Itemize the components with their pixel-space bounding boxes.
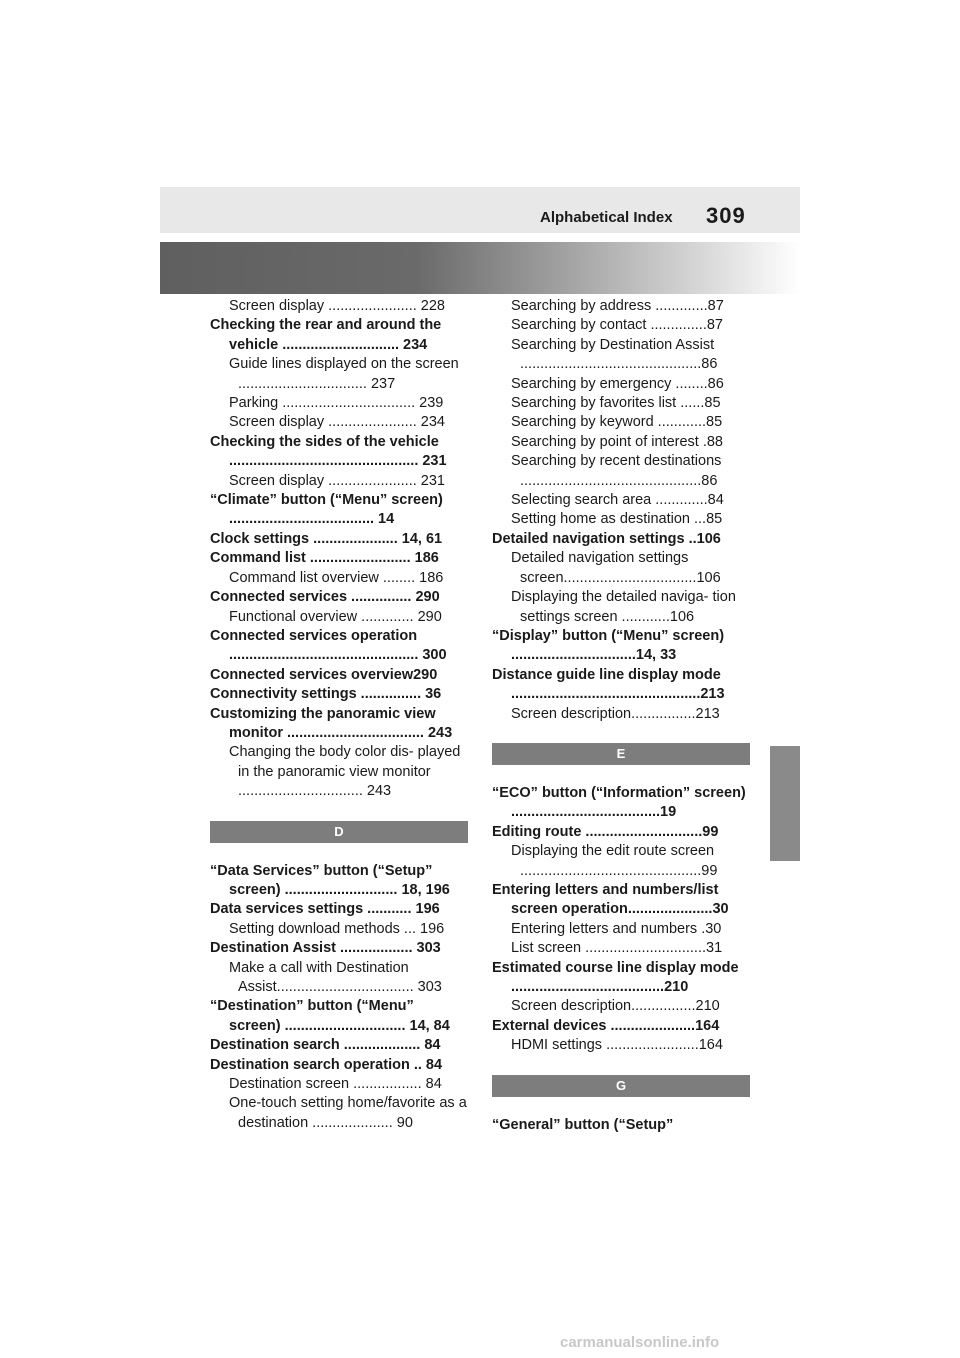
index-subentry: One-touch setting home/favorite as a destination .................... 90 bbox=[229, 1095, 467, 1131]
index-subentry: Guide lines displayed on the screen ................................ 237 bbox=[229, 356, 459, 392]
index-subentry: Searching by Destination Assist .............................................86 bbox=[511, 336, 718, 373]
index-subentry: Displaying the detailed naviga- tion settings screen ............106 bbox=[511, 589, 736, 625]
index-subentry: Searching by favorites list ......85 bbox=[511, 395, 721, 412]
index-subentry: Displaying the edit route screen .............................................99 bbox=[511, 843, 718, 879]
index-subentry: Make a call with Destination Assist.................................. 303 bbox=[229, 959, 442, 995]
index-subentry: Entering letters and numbers .30 bbox=[511, 920, 722, 937]
index-entry: Detailed navigation settings ..106 bbox=[492, 530, 721, 547]
index-subentry: Screen description................210 bbox=[511, 998, 720, 1015]
index-entry: Clock settings ..................... 14, 61 bbox=[210, 530, 443, 547]
index-entry: Command list ......................... 186 bbox=[210, 550, 439, 567]
index-entry: “Climate” button (“Menu” screen) .................................... 14 bbox=[210, 492, 443, 528]
index-entry: Destination Assist .................. 303 bbox=[210, 940, 441, 957]
index-entry: “Destination” button (“Menu” screen) .............................. 14, 84 bbox=[210, 998, 450, 1034]
index-entry: “Data Services” button (“Setup” screen) ............................ 18, 196 bbox=[210, 862, 450, 898]
index-entry: Distance guide line display mode ...............................................213 bbox=[492, 666, 725, 703]
index-subentry: HDMI settings .......................164 bbox=[511, 1037, 723, 1054]
index-subentry: Searching by point of interest .88 bbox=[511, 433, 723, 450]
index-subentry: Parking ................................. 239 bbox=[229, 395, 444, 412]
index-entry: “General” button (“Setup” bbox=[492, 1116, 674, 1133]
index-subentry: Screen display ...................... 231 bbox=[229, 472, 445, 489]
page-number: 309 bbox=[706, 203, 746, 228]
index-entry: Estimated course line display mode ......................................210 bbox=[492, 959, 739, 995]
index-subentry: Searching by emergency ........86 bbox=[511, 375, 724, 392]
index-subentry: Functional overview ............. 290 bbox=[229, 608, 442, 625]
index-column-right bbox=[492, 297, 750, 1135]
index-subentry: Setting home as destination ...85 bbox=[511, 511, 723, 528]
index-subentry: Setting download methods ... 196 bbox=[229, 920, 445, 937]
index-subentry: Selecting search area .............84 bbox=[511, 492, 724, 509]
index-entry: Checking the sides of the vehicle ............................................... 231 bbox=[210, 433, 447, 470]
index-entry: External devices .....................164 bbox=[492, 1017, 720, 1034]
index-letter-heading: D bbox=[210, 821, 468, 843]
index-subentry: Screen display ...................... 228 bbox=[229, 298, 445, 314]
index-entry: Connectivity settings ............... 36 bbox=[210, 686, 442, 703]
index-subentry: Screen description................213 bbox=[511, 705, 720, 722]
footer-watermark: carmanualsonline.info bbox=[560, 1334, 720, 1351]
index-subentry: Command list overview ........ 186 bbox=[229, 569, 444, 586]
index-subentry: List screen ..............................31 bbox=[511, 940, 723, 957]
index-entry: Destination search ................... 84 bbox=[210, 1037, 441, 1054]
index-entry: Data services settings ........... 196 bbox=[210, 901, 440, 918]
chapter-side-tab bbox=[770, 746, 800, 861]
index-subentry: Searching by keyword ............85 bbox=[511, 414, 723, 431]
index-entry: Editing route .............................99 bbox=[492, 823, 719, 840]
index-entry: Customizing the panoramic view monitor .................................. 243 bbox=[210, 705, 453, 741]
index-subentry: Screen display ...................... 234 bbox=[229, 414, 445, 431]
index-subentry: Searching by address .............87 bbox=[511, 298, 724, 314]
index-letter-heading: E bbox=[492, 743, 750, 765]
index-entry: Destination search operation .. 84 bbox=[210, 1056, 443, 1073]
section-gradient-band bbox=[160, 242, 800, 294]
index-entry: “Display” button (“Menu” screen) ...............................14, 33 bbox=[492, 627, 725, 664]
index-subentry: Changing the body color dis- played in the panoramic view monitor ............................... 243 bbox=[229, 744, 461, 800]
index-entry: Connected services operation ............................................... 300 bbox=[210, 627, 447, 664]
header-bar bbox=[160, 187, 800, 233]
index-entry: Entering letters and numbers/list screen operation.....................30 bbox=[492, 881, 729, 918]
index-entry: “ECO” button (“Information” screen) .....................................19 bbox=[492, 784, 746, 821]
index-subentry: Detailed navigation settings screen.................................106 bbox=[511, 550, 721, 586]
index-subentry: Searching by recent destinations .............................................86 bbox=[511, 453, 722, 489]
index-subentry: Destination screen ................. 84 bbox=[229, 1076, 442, 1093]
index-column-left bbox=[210, 297, 468, 1133]
index-entry: Checking the rear and around the vehicle ............................. 234 bbox=[210, 317, 442, 353]
index-entry: Connected services ............... 290 bbox=[210, 589, 440, 606]
index-subentry: Searching by contact ..............87 bbox=[511, 317, 723, 334]
page-header-title: Alphabetical Index bbox=[540, 209, 673, 226]
index-letter-heading: G bbox=[492, 1075, 750, 1097]
index-entry: Connected services overview290 bbox=[210, 666, 438, 683]
